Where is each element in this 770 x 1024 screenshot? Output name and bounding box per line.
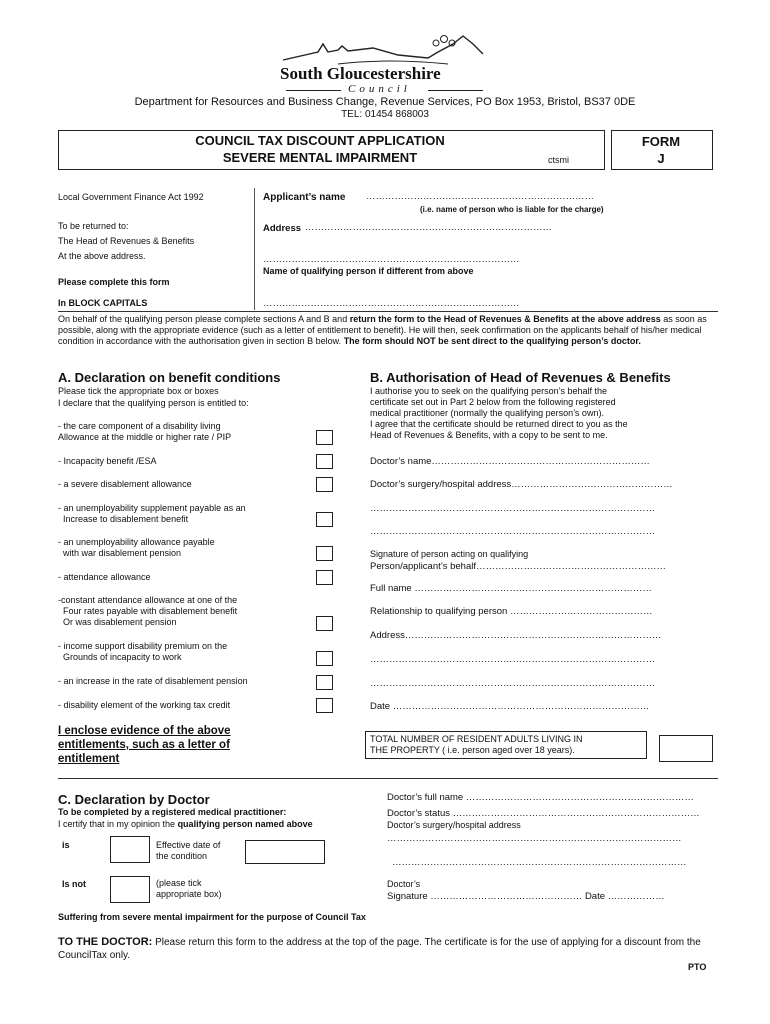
adults-count-box[interactable] [659,735,713,762]
block-capitals: In BLOCK CAPITALS [58,298,148,308]
c-surgery-dots-2[interactable]: ………………………………………………………………………………… [392,857,687,868]
benefit-item-6: - attendance allowance [58,572,151,582]
intro-text-1b: return the form to the Head of Revenues & Benefits at the above address [349,314,661,324]
please-complete: Please complete this form [58,277,170,287]
b-address-field[interactable]: Address……………………………………………………………………… [370,630,662,641]
benefit-checkbox-6[interactable] [316,570,333,585]
department-address: Department for Resources and Business Change, Revenue Services, PO Box 1953, Bristol, BS37 0DE [134,96,636,108]
effective-date-field[interactable] [245,840,325,864]
benefit-checkbox-8[interactable] [316,651,333,666]
logo-subtitle: Council [348,83,411,95]
benefit-checkbox-2[interactable] [316,454,333,469]
doctor-signature-field[interactable]: Signature ………………………………………… Date ……………… [387,891,665,902]
head-revenues: The Head of Revenues & Benefits [58,236,195,246]
doctor-status-field[interactable]: Doctor’s status …………………………………………………………………… [387,808,700,819]
telephone: TEL: 01454 868003 [341,109,429,120]
applicant-name-note: (i.e. name of person who is liable for the charge) [420,205,604,214]
council-logo [278,30,493,96]
qualifying-person-label: Name of qualifying person if different from above [263,266,474,276]
is-not-label: Is not [62,879,86,889]
benefit-item-4: - an unemployability supplement payable as an Increase to disablement benefit [58,503,246,524]
benefit-checkbox-3[interactable] [316,477,333,492]
benefit-checkbox-9[interactable] [316,675,333,690]
above-address: At the above address. [58,251,146,261]
top-rule [58,311,718,312]
doctor-name-field[interactable]: Doctor’s name…………………………………………………………… [370,456,650,467]
c-surgery-dots-1[interactable]: ………………………………………………………………………………… [387,833,682,844]
signature-label: Signature of person acting on qualifying [370,549,529,559]
intro-text-2: as soon as possible, along with the appropriate evidence (such as a letter of entitlement to benefit). He will then, seek confirmation on the applicants behalf of his/her medical condition in accordance with the authorisation given in section B below. [58,314,707,346]
tick-note: (please tick appropriate box) [156,878,222,899]
intro-text-1: On behalf of the qualifying person please complete sections A and B and [58,314,350,324]
doctor-surgery-label: Doctor’s surgery/hospital address [387,820,521,830]
applicant-name-label: Applicant’s name [263,192,346,203]
logo-rule-left [286,90,341,91]
doctor-surgery-field[interactable]: Doctor’s surgery/hospital address…………………………………………… [370,479,673,490]
section-c-rule [58,778,718,779]
benefit-item-5: - an unemployability allowance payable with war disablement pension [58,537,215,558]
intro-paragraph [58,314,708,347]
address-label: Address [263,223,302,234]
applicant-divider [254,188,255,310]
benefit-item-8: - income support disability premium on the Grounds of incapacity to work [58,641,228,662]
section-c-sub-1: To be completed by a registered medical practitioner: [58,807,287,817]
section-c-heading: C. Declaration by Doctor [58,792,210,807]
form-subtitle: SEVERE MENTAL IMPAIRMENT [222,150,418,165]
evidence-note: I enclose evidence of the above entitlements, such as a letter of entitlement [58,725,231,765]
section-a-instruction-1: Please tick the appropriate box or boxes [58,386,219,396]
doctor-instruction: TO THE DOCTOR: Please return this form to the address at the top of the page. The certificate is for the use of applying for a discount from the CouncilTax only. [58,936,701,961]
section-a-instruction-2: I declare that the qualifying person is entitled to: [58,398,249,408]
is-not-checkbox[interactable] [110,876,150,903]
section-c-sub-2: I certify that in my opinion the qualifying person named above [58,819,313,829]
finance-act: Local Government Finance Act 1992 [58,192,204,202]
benefit-checkbox-10[interactable] [316,698,333,713]
b-address-dots-1[interactable]: ……………………………………………………………………………… [370,654,655,665]
form-id: J [657,151,665,166]
is-label: is [62,840,70,850]
surgery-dots-2[interactable]: ……………………………………………………………………………… [370,526,655,537]
benefit-item-3: - a severe disablement allowance [58,479,192,489]
benefit-checkbox-7[interactable] [316,616,333,631]
section-b-paragraph: I authorise you to seek on the qualifying person’s behalf the certificate set out in Part 2 below from the following registered medical practitioner (normally the qualifying person’s own). I agree that the certificate should be returned direct to you as the Head of Revenues & Benefits, with a copy to be sent to me. [370,386,628,440]
signature-field[interactable]: Person/applicant’s behalf…………………………………………………… [370,561,666,572]
form-title: COUNCIL TAX DISCOUNT APPLICATION [195,133,445,148]
qualifying-person-field[interactable]: ……………………………………………………………………… [263,298,520,309]
form-code: ctsmi [548,155,569,165]
is-checkbox[interactable] [110,836,150,863]
benefit-checkbox-1[interactable] [316,430,333,445]
address-field[interactable]: …………………………………………………………………… [305,222,552,233]
benefit-item-9: - an increase in the rate of disablement pension [58,676,248,686]
full-name-field[interactable]: Full name ………………………………………………………………… [370,583,652,594]
return-to: To be returned to: [58,221,129,231]
applicant-name-field[interactable]: ……………………………………………………………… [366,191,594,202]
benefit-item-2: - Incapacity benefit /ESA [58,456,157,466]
intro-text-2b: The form should NOT be sent direct to the qualifying person’s doctor. [343,336,641,346]
address-field-2[interactable]: ……………………………………………………………………… [263,254,520,265]
logo-title: South Gloucestershire [280,64,441,83]
surgery-dots-1[interactable]: ……………………………………………………………………………… [370,503,655,514]
date-field[interactable]: Date ……………………………………………………………………… [370,701,650,712]
benefit-item-10: - disability element of the working tax credit [58,700,231,710]
section-b-heading: B. Authorisation of Head of Revenues & Benefits [370,370,671,385]
b-address-dots-2[interactable]: ……………………………………………………………………………… [370,678,655,689]
form-label: FORM [641,134,681,149]
relationship-field[interactable]: Relationship to qualifying person ……………………………………… [370,606,653,617]
effective-date-label: Effective date of the condition [156,840,221,861]
benefit-checkbox-5[interactable] [316,546,333,561]
doctor-full-name-field[interactable]: Doctor’s full name ……………………………………………………………… [387,792,694,803]
benefit-item-1: - the care component of a disability living Allowance at the middle or higher rate / PIP [58,421,232,442]
benefit-item-7: -constant attendance allowance at one of the Four rates payable with disablement benefit Or was disablement pension [58,595,238,627]
doctors-label: Doctor’s [387,879,421,889]
pto-label: PTO [688,962,707,972]
logo-rule-right [428,90,483,91]
adults-box: TOTAL NUMBER OF RESIDENT ADULTS LIVING IN THE PROPERTY ( i.e. person aged over 18 years). [365,731,647,759]
section-a-heading: A. Declaration on benefit conditions [58,370,281,385]
benefit-checkbox-4[interactable] [316,512,333,527]
suffering-statement: Suffering from severe mental impairment for the purpose of Council Tax [58,912,366,922]
